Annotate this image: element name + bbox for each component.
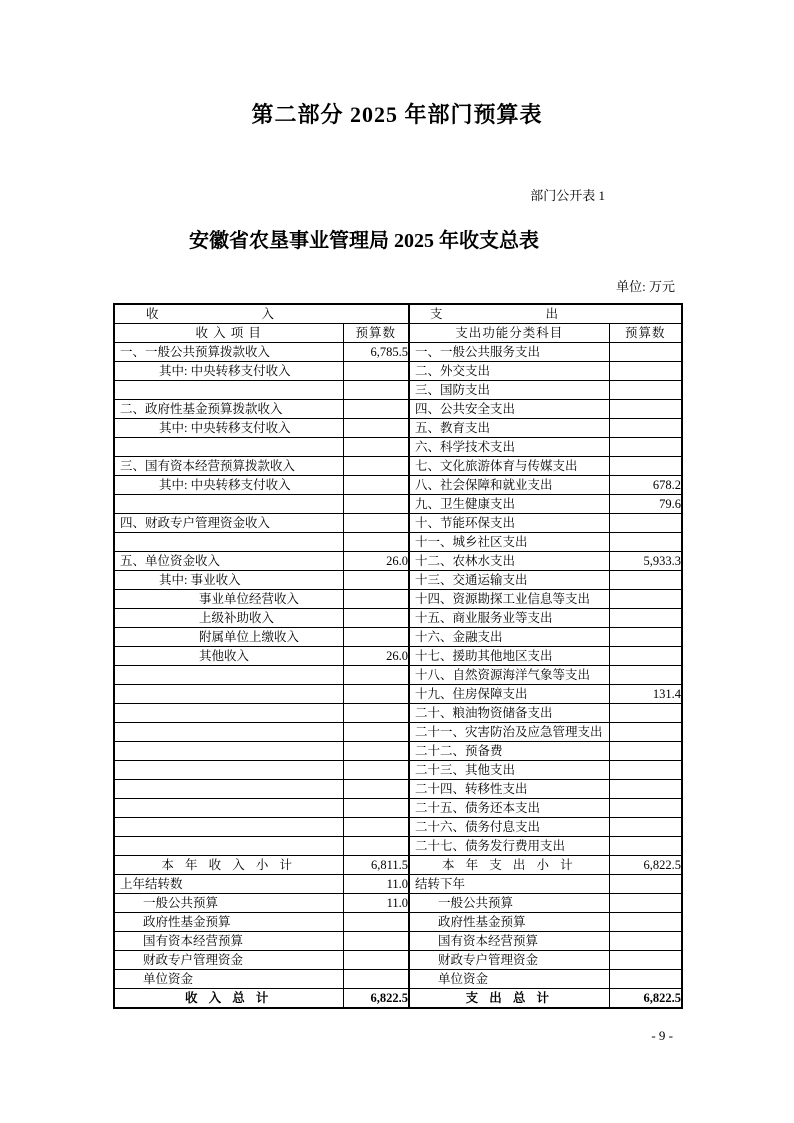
expense-item-cell: 三、国防支出 — [409, 381, 609, 400]
income-item-cell — [114, 837, 343, 856]
table-row — [114, 533, 682, 552]
table-row — [114, 723, 682, 742]
table-row — [114, 932, 682, 951]
income-item-cell: 国有资本经营预算 — [114, 932, 343, 951]
expense-item-cell: 九、卫生健康支出 — [409, 495, 609, 514]
income-item-cell: 一般公共预算 — [114, 894, 343, 913]
public-table-label: 部门公开表 1 — [530, 188, 605, 203]
document-title: 安徽省农垦事业管理局 2025 年收支总表 — [189, 230, 539, 252]
income-item-cell: 一、一般公共预算拨款收入 — [114, 343, 343, 362]
expense-value-cell — [609, 400, 682, 419]
expense-item-cell: 十五、商业服务业等支出 — [409, 609, 609, 628]
expense-value-cell — [609, 628, 682, 647]
table-row — [114, 856, 682, 875]
expense-value-cell — [609, 457, 682, 476]
income-value-cell — [343, 761, 409, 780]
income-item-cell — [114, 533, 343, 552]
expense-item-cell: 十八、自然资源海洋气象等支出 — [409, 666, 609, 685]
expense-value-cell — [609, 837, 682, 856]
expense-item-cell: 十一、城乡社区支出 — [409, 533, 609, 552]
income-value-cell: 6,785.5 — [343, 343, 409, 362]
unit-note: 单位: 万元 — [616, 279, 675, 294]
income-value-cell — [343, 818, 409, 837]
budget-summary-table — [113, 303, 683, 1009]
income-item-cell: 上年结转数 — [114, 875, 343, 894]
income-value-cell — [343, 913, 409, 932]
table-row — [114, 894, 682, 913]
income-value-cell: 6,811.5 — [343, 856, 409, 875]
expense-value-cell — [609, 704, 682, 723]
income-item-cell: 财政专户管理资金 — [114, 951, 343, 970]
income-item-cell: 其中: 中央转移支付收入 — [114, 419, 343, 438]
expense-item-cell: 二十五、债务还本支出 — [409, 799, 609, 818]
expense-value-cell — [609, 818, 682, 837]
income-value-cell — [343, 970, 409, 989]
expense-item-cell: 十二、农林水支出 — [409, 552, 609, 571]
table-row — [114, 913, 682, 932]
table-row — [114, 685, 682, 704]
income-item-cell — [114, 704, 343, 723]
income-value-cell — [343, 837, 409, 856]
income-value-cell — [343, 932, 409, 951]
income-value-cell: 26.0 — [343, 647, 409, 666]
page-number: - 9 - — [651, 1028, 673, 1043]
income-item-cell: 事业单位经营收入 — [114, 590, 343, 609]
table-row — [114, 476, 682, 495]
expense-item-cell: 国有资本经营预算 — [409, 932, 609, 951]
table-row — [114, 381, 682, 400]
table-row — [114, 666, 682, 685]
expense-item-cell: 十三、交通运输支出 — [409, 571, 609, 590]
income-value-cell: 11.0 — [343, 875, 409, 894]
income-item-cell: 其中: 中央转移支付收入 — [114, 362, 343, 381]
expense-item-column-header: 支出功能分类科目 — [409, 324, 609, 343]
expense-item-cell: 二十七、债务发行费用支出 — [409, 837, 609, 856]
expense-section-header: 支出 — [409, 304, 682, 324]
table-row — [114, 400, 682, 419]
table-row — [114, 704, 682, 723]
expense-item-cell: 单位资金 — [409, 970, 609, 989]
expense-value-cell: 6,822.5 — [609, 989, 682, 1009]
income-item-cell: 三、国有资本经营预算拨款收入 — [114, 457, 343, 476]
table-row — [114, 989, 682, 1009]
table-row — [114, 571, 682, 590]
expense-item-cell: 二十三、其他支出 — [409, 761, 609, 780]
income-item-cell: 单位资金 — [114, 970, 343, 989]
expense-value-cell — [609, 438, 682, 457]
expense-value-cell — [609, 609, 682, 628]
income-value-cell — [343, 799, 409, 818]
expense-item-cell: 五、教育支出 — [409, 419, 609, 438]
income-item-cell: 二、政府性基金预算拨款收入 — [114, 400, 343, 419]
expense-item-cell: 一般公共预算 — [409, 894, 609, 913]
income-item-cell: 本 年 收 入 小 计 — [114, 856, 343, 875]
expense-value-cell — [609, 571, 682, 590]
income-value-cell — [343, 590, 409, 609]
expense-value-cell — [609, 381, 682, 400]
income-value-cell — [343, 704, 409, 723]
column-header-row — [114, 324, 682, 343]
income-value-cell — [343, 723, 409, 742]
income-value-cell — [343, 533, 409, 552]
income-value-cell — [343, 419, 409, 438]
income-item-cell: 附属单位上缴收入 — [114, 628, 343, 647]
income-item-cell — [114, 742, 343, 761]
expense-item-cell: 六、科学技术支出 — [409, 438, 609, 457]
income-item-cell: 其中: 中央转移支付收入 — [114, 476, 343, 495]
income-value-cell: 11.0 — [343, 894, 409, 913]
income-item-cell — [114, 685, 343, 704]
income-value-cell: 6,822.5 — [343, 989, 409, 1009]
income-value-cell — [343, 571, 409, 590]
income-value-cell — [343, 457, 409, 476]
expense-item-cell: 十、节能环保支出 — [409, 514, 609, 533]
expense-value-cell — [609, 647, 682, 666]
expense-value-cell: 678.2 — [609, 476, 682, 495]
expense-item-cell: 财政专户管理资金 — [409, 951, 609, 970]
expense-value-cell — [609, 761, 682, 780]
table-row — [114, 837, 682, 856]
income-value-cell — [343, 609, 409, 628]
expense-item-cell: 二十二、预备费 — [409, 742, 609, 761]
income-value-cell — [343, 628, 409, 647]
table-row — [114, 419, 682, 438]
expense-value-cell — [609, 514, 682, 533]
table-row — [114, 647, 682, 666]
income-item-cell: 其中: 事业收入 — [114, 571, 343, 590]
expense-value-cell — [609, 419, 682, 438]
expense-item-cell: 二十一、灾害防治及应急管理支出 — [409, 723, 609, 742]
income-section-header: 收入 — [114, 304, 409, 324]
table-row — [114, 609, 682, 628]
table-row — [114, 514, 682, 533]
expense-value-cell — [609, 590, 682, 609]
table-row — [114, 438, 682, 457]
table-row — [114, 457, 682, 476]
income-item-cell — [114, 799, 343, 818]
income-item-cell — [114, 666, 343, 685]
income-item-cell: 上级补助收入 — [114, 609, 343, 628]
expense-value-cell: 131.4 — [609, 685, 682, 704]
table-row — [114, 780, 682, 799]
expense-item-cell: 十四、资源勘探工业信息等支出 — [409, 590, 609, 609]
expense-item-cell: 二、外交支出 — [409, 362, 609, 381]
income-item-cell: 政府性基金预算 — [114, 913, 343, 932]
expense-item-cell: 七、文化旅游体育与传媒支出 — [409, 457, 609, 476]
expense-item-cell: 一、一般公共服务支出 — [409, 343, 609, 362]
income-item-cell: 其他收入 — [114, 647, 343, 666]
expense-value-cell — [609, 951, 682, 970]
expense-value-cell — [609, 533, 682, 552]
expense-value-cell — [609, 723, 682, 742]
income-item-cell — [114, 438, 343, 457]
income-item-cell: 收 入 总 计 — [114, 989, 343, 1009]
expense-value-cell: 5,933.3 — [609, 552, 682, 571]
income-value-cell: 26.0 — [343, 552, 409, 571]
income-value-cell — [343, 362, 409, 381]
expense-value-cell — [609, 913, 682, 932]
table-row — [114, 590, 682, 609]
income-value-cell — [343, 514, 409, 533]
table-row — [114, 343, 682, 362]
income-item-cell: 五、单位资金收入 — [114, 552, 343, 571]
expense-item-cell: 八、社会保障和就业支出 — [409, 476, 609, 495]
expense-value-cell — [609, 799, 682, 818]
income-value-cell — [343, 780, 409, 799]
table-row — [114, 628, 682, 647]
table-row — [114, 818, 682, 837]
expense-value-cell — [609, 894, 682, 913]
part-title: 第二部分 2025 年部门预算表 — [251, 102, 543, 127]
expense-value-cell — [609, 932, 682, 951]
table-row — [114, 552, 682, 571]
income-value-cell — [343, 438, 409, 457]
expense-item-cell: 四、公共安全支出 — [409, 400, 609, 419]
income-item-cell — [114, 761, 343, 780]
section-header-row — [114, 304, 682, 324]
expense-value-cell — [609, 780, 682, 799]
income-item-column-header: 收 入 项 目 — [114, 324, 343, 343]
expense-item-cell: 政府性基金预算 — [409, 913, 609, 932]
income-value-cell — [343, 742, 409, 761]
expense-value-cell: 79.6 — [609, 495, 682, 514]
expense-budget-column-header: 预算数 — [609, 324, 682, 343]
table-row — [114, 362, 682, 381]
income-value-cell — [343, 951, 409, 970]
budget-table-body — [114, 343, 682, 1009]
expense-value-cell — [609, 343, 682, 362]
expense-item-cell: 十九、住房保障支出 — [409, 685, 609, 704]
table-row — [114, 970, 682, 989]
table-row — [114, 799, 682, 818]
table-row — [114, 951, 682, 970]
expense-item-cell: 二十四、转移性支出 — [409, 780, 609, 799]
expense-value-cell — [609, 970, 682, 989]
table-row — [114, 495, 682, 514]
income-value-cell — [343, 685, 409, 704]
income-value-cell — [343, 666, 409, 685]
table-row — [114, 875, 682, 894]
expense-item-cell: 二十六、债务付息支出 — [409, 818, 609, 837]
expense-value-cell — [609, 666, 682, 685]
expense-item-cell: 十六、金融支出 — [409, 628, 609, 647]
income-value-cell — [343, 381, 409, 400]
income-item-cell — [114, 381, 343, 400]
income-item-cell — [114, 495, 343, 514]
expense-item-cell: 结转下年 — [409, 875, 609, 894]
expense-item-cell: 二十、粮油物资储备支出 — [409, 704, 609, 723]
income-item-cell — [114, 723, 343, 742]
expense-value-cell: 6,822.5 — [609, 856, 682, 875]
expense-item-cell: 十七、援助其他地区支出 — [409, 647, 609, 666]
income-value-cell — [343, 495, 409, 514]
table-row — [114, 742, 682, 761]
expense-item-cell: 本 年 支 出 小 计 — [409, 856, 609, 875]
income-value-cell — [343, 476, 409, 495]
expense-value-cell — [609, 875, 682, 894]
income-value-cell — [343, 400, 409, 419]
expense-value-cell — [609, 362, 682, 381]
income-budget-column-header: 预算数 — [343, 324, 409, 343]
income-item-cell — [114, 780, 343, 799]
expense-item-cell: 支 出 总 计 — [409, 989, 609, 1009]
income-item-cell — [114, 818, 343, 837]
table-row — [114, 761, 682, 780]
expense-value-cell — [609, 742, 682, 761]
income-item-cell: 四、财政专户管理资金收入 — [114, 514, 343, 533]
